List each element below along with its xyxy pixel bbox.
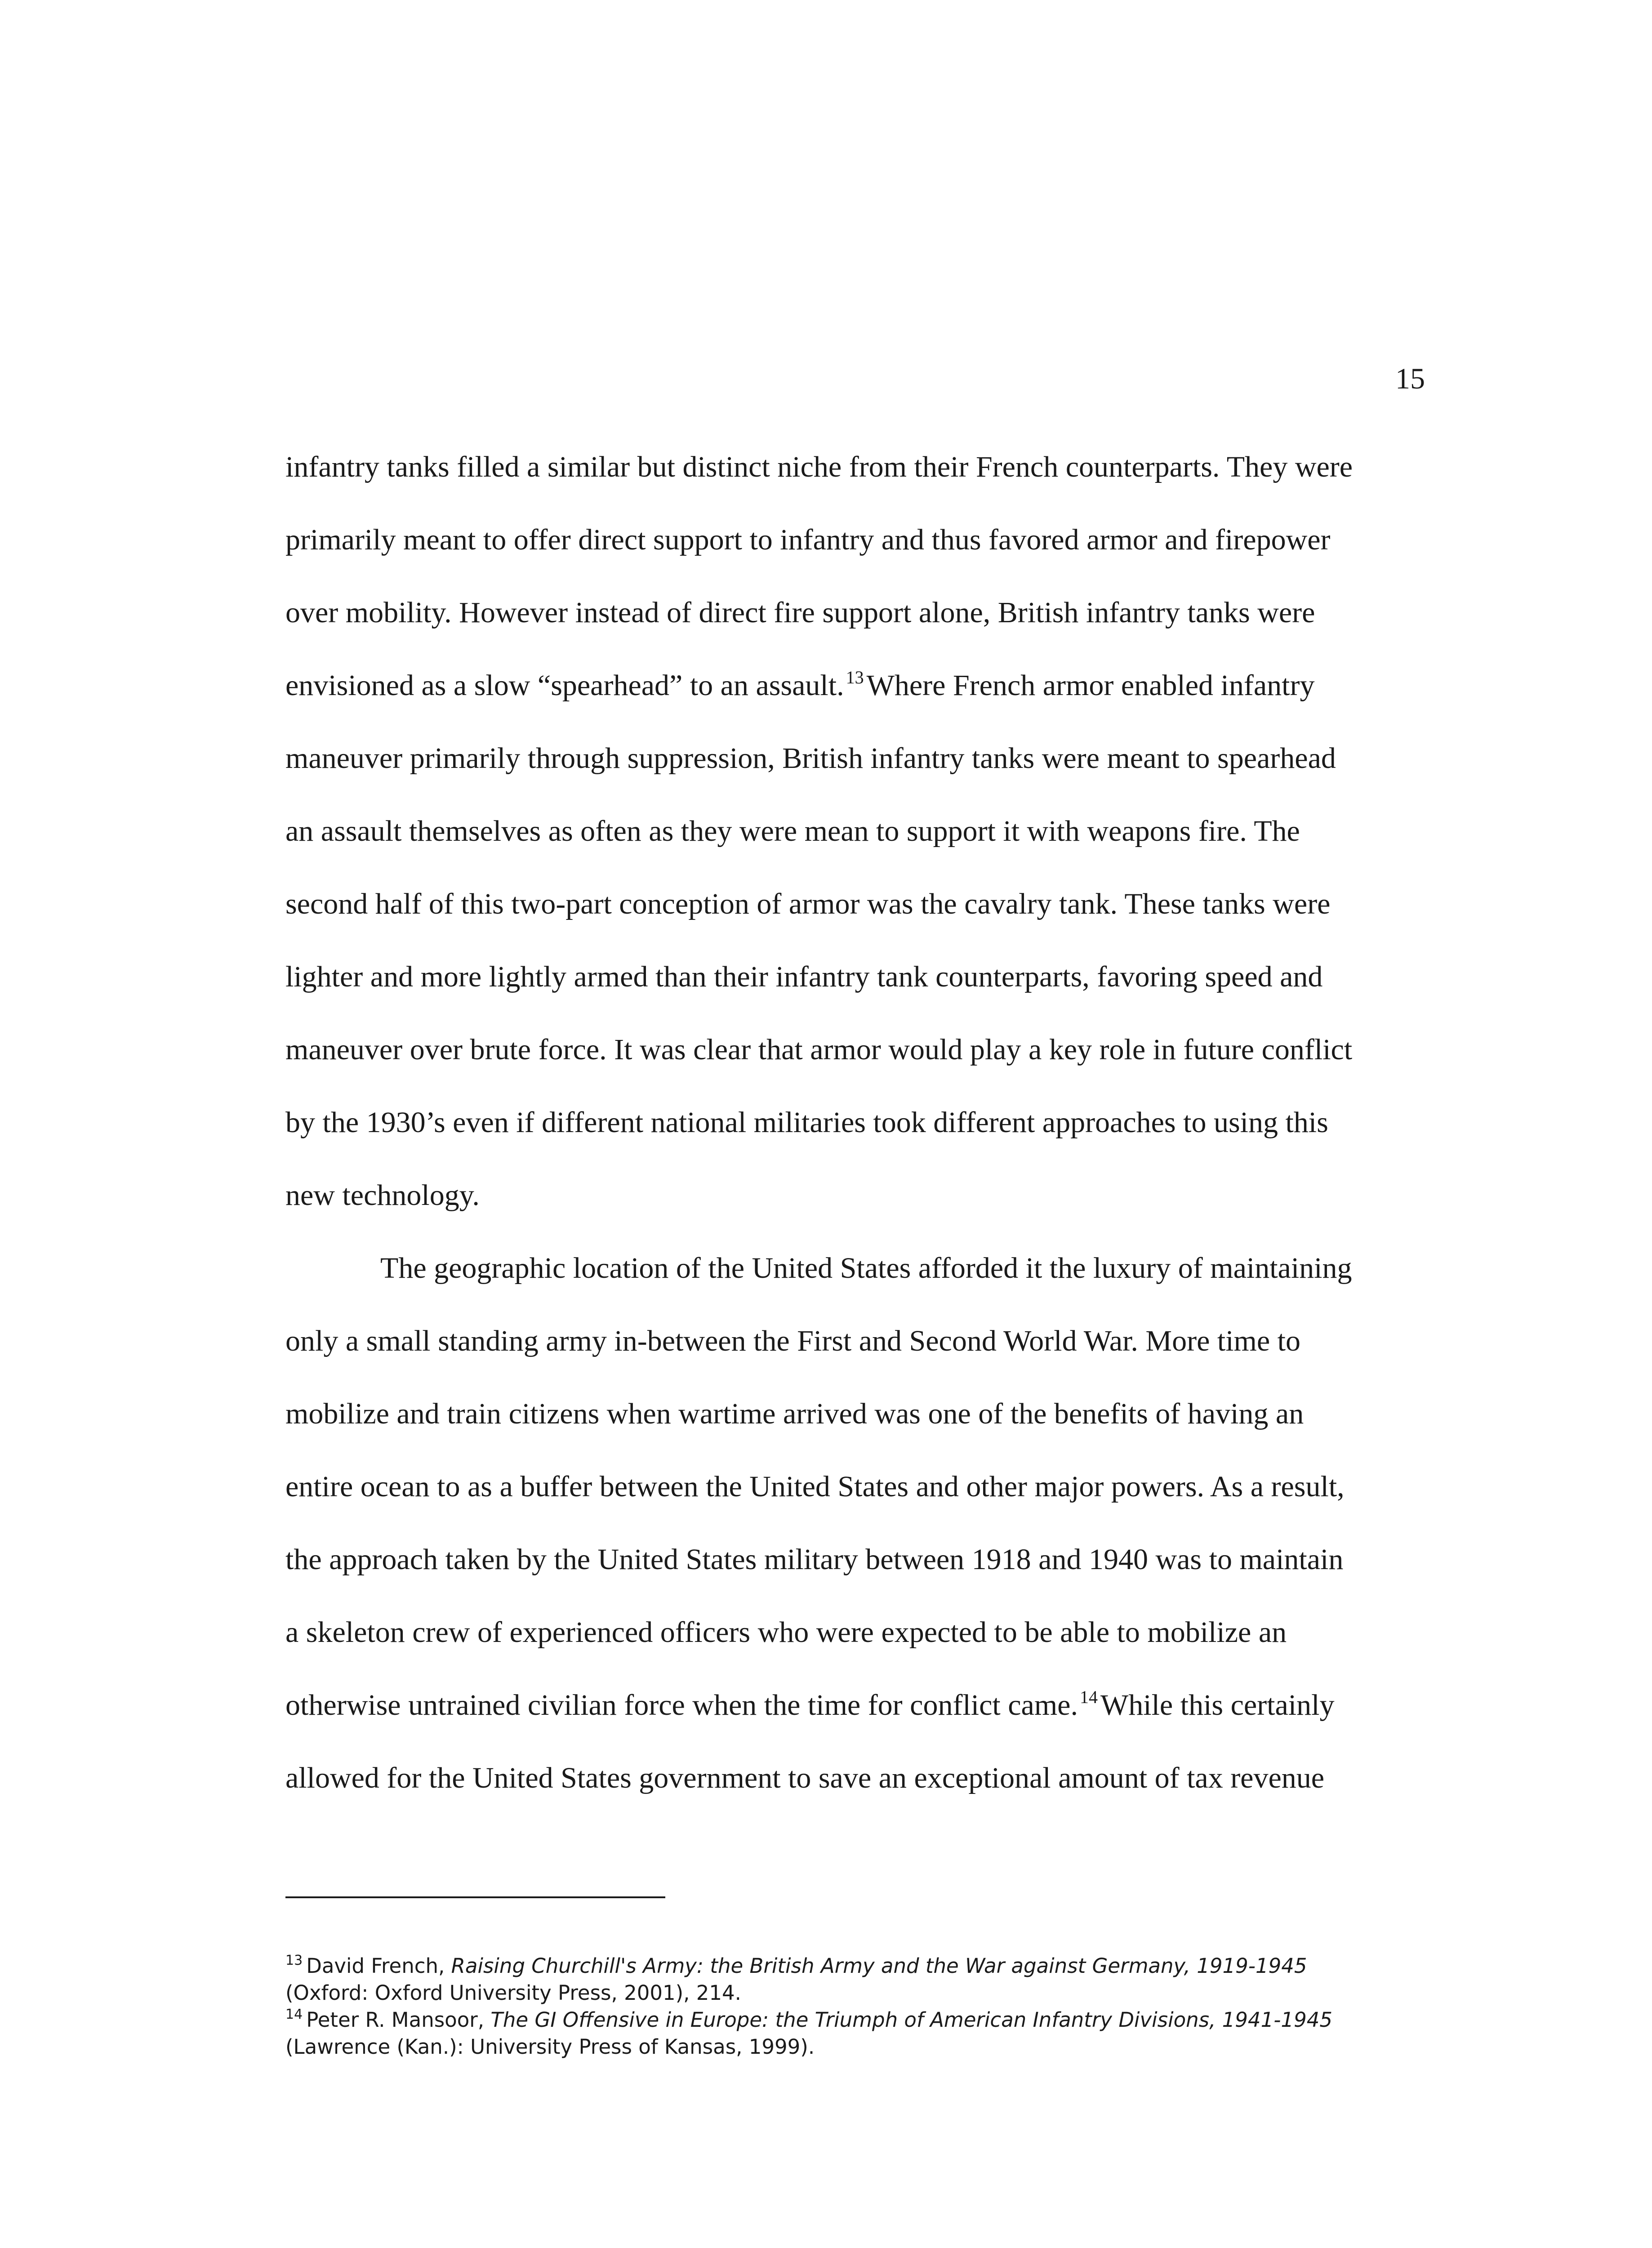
footnote-publication: (Lawrence (Kan.): University Press of Kansas, 1999). — [285, 2035, 815, 2059]
footnote-13 — [285, 1953, 1429, 2007]
text-line: over mobility. However instead of direct fire support alone, British infantry tanks were — [285, 596, 1315, 629]
text-line: the approach taken by the United States military between 1918 and 1940 was to maintain — [285, 1543, 1344, 1576]
paragraph-1 — [285, 431, 1429, 1232]
footnote-publication: (Oxford: Oxford University Press, 2001), 214. — [285, 1981, 741, 2005]
text-run: envisioned as a slow “spearhead” to an assault. — [285, 669, 844, 702]
text-line: maneuver over brute force. It was clear that armor would play a key role in future conflict — [285, 1033, 1353, 1066]
footnote-author: David French, — [306, 1954, 451, 1978]
paragraph-2 — [285, 1232, 1429, 1815]
text-line: The geographic location of the United States afforded it the luxury of maintaining — [380, 1252, 1352, 1285]
text-line: infantry tanks filled a similar but distinct niche from their French counterparts. They were — [285, 450, 1353, 483]
footnote-title: Raising Churchill's Army: the British Army and the War against Germany, 1919-1945 — [451, 1954, 1307, 1978]
footnote-14 — [285, 2007, 1429, 2061]
text-line — [285, 649, 1429, 722]
footnote-ref-13[interactable]: 13 — [846, 667, 864, 687]
text-line: an assault themselves as often as they were mean to support it with weapons fire. The — [285, 815, 1300, 847]
body-text — [285, 431, 1429, 1815]
text-line: by the 1930’s even if different national militaries took different approaches to using this — [285, 1106, 1328, 1139]
text-line: primarily meant to offer direct support to infantry and thus favored armor and firepower — [285, 523, 1331, 556]
text-line — [285, 1669, 1429, 1742]
text-line: only a small standing army in-between the First and Second World War. More time to — [285, 1325, 1301, 1357]
text-run: Where French armor enabled infantry — [866, 669, 1315, 702]
footnote-number: 13 — [285, 1953, 303, 1968]
text-line: a skeleton crew of experienced officers who were expected to be able to mobilize an — [285, 1616, 1287, 1649]
footnote-line — [285, 1953, 1429, 1980]
text-line: entire ocean to as a buffer between the United States and other major powers. As a result, — [285, 1470, 1345, 1503]
text-run: While this certainly — [1100, 1689, 1335, 1722]
page-number: 15 — [1395, 362, 1425, 395]
text-line: second half of this two-part conception of armor was the cavalry tank. These tanks were — [285, 888, 1331, 920]
text-run: otherwise untrained civilian force when the time for conflict came. — [285, 1689, 1078, 1722]
text-line: maneuver primarily through suppression, British infantry tanks were meant to spearhead — [285, 742, 1336, 775]
footnotes — [285, 1953, 1429, 2061]
text-line: new technology. — [285, 1179, 480, 1212]
text-line: mobilize and train citizens when wartime arrived was one of the benefits of having an — [285, 1397, 1304, 1430]
footnote-separator — [285, 1896, 665, 1898]
text-line: allowed for the United States government to save an exceptional amount of tax revenue — [285, 1762, 1325, 1794]
footnote-line — [285, 2007, 1429, 2034]
text-line: lighter and more lightly armed than their infantry tank counterparts, favoring speed and — [285, 960, 1323, 993]
footnote-title: The GI Offensive in Europe: the Triumph of American Infantry Divisions, 1941-1945 — [490, 2008, 1332, 2032]
footnote-ref-14[interactable]: 14 — [1079, 1687, 1098, 1707]
footnote-number: 14 — [285, 2007, 303, 2022]
footnote-author: Peter R. Mansoor, — [306, 2008, 491, 2032]
